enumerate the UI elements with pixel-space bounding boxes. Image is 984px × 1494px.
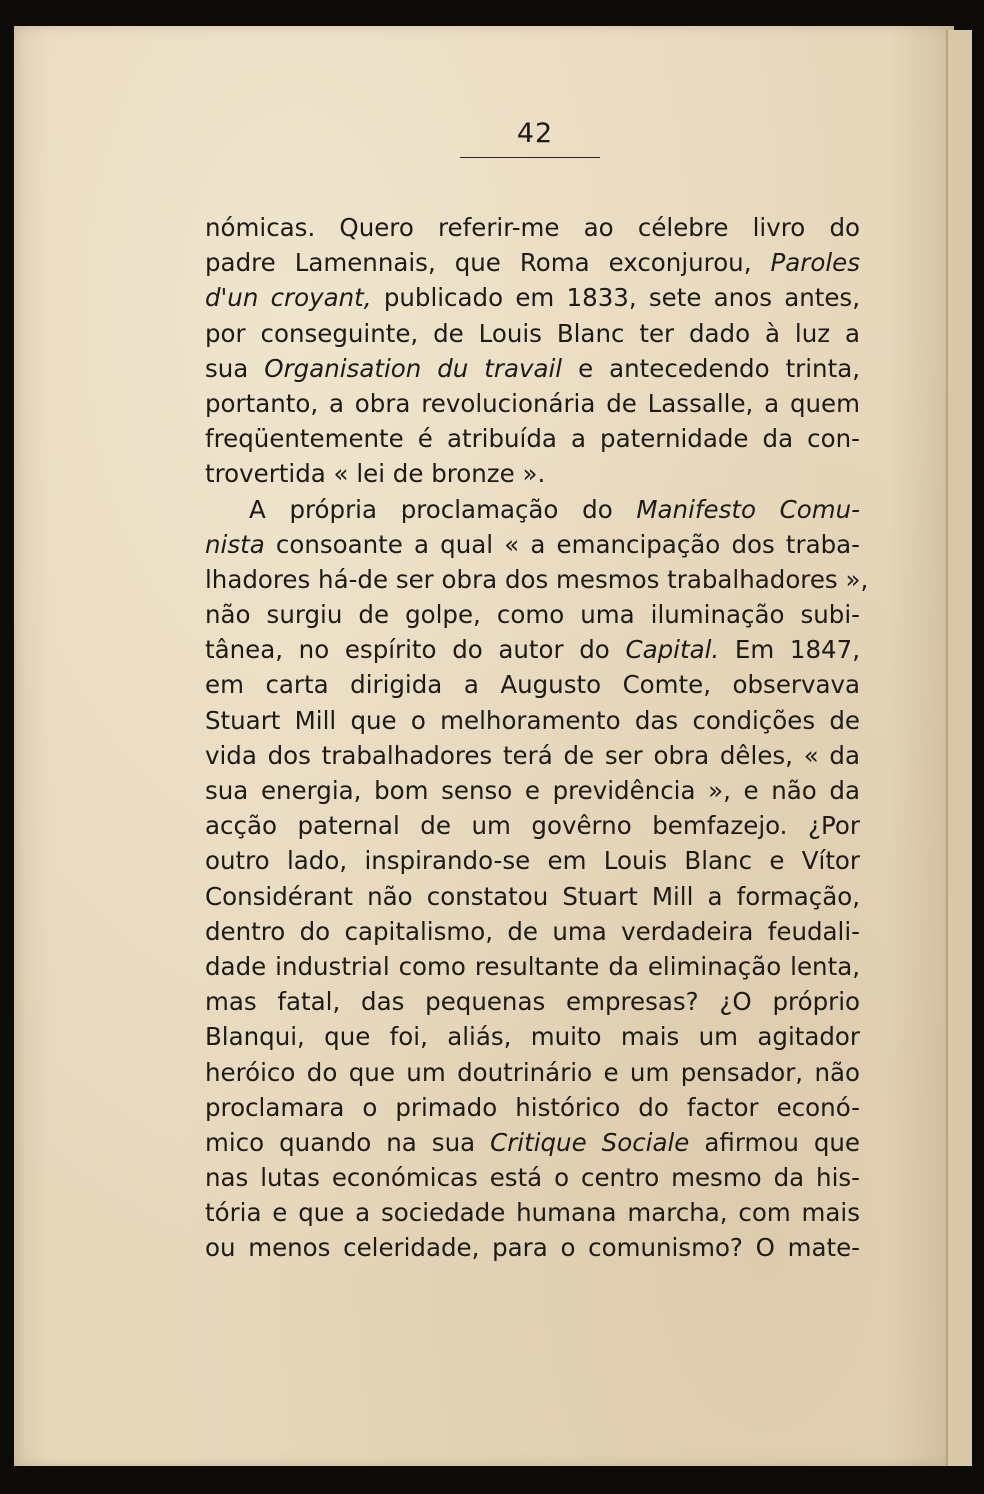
text-line: acção paternal de um govêrno bemfazejo. ¿Por (205, 811, 860, 841)
text-line: nas lutas económicas está o centro mesmo da his- (205, 1163, 860, 1193)
text-line: padre Lamennais, que Roma exconjurou, Paroles (205, 248, 860, 278)
text-line: outro lado, inspirando-se em Louis Blanc e Vítor (205, 846, 860, 876)
italic-title: nista (205, 529, 265, 559)
text-line: nista consoante a qual « a emancipação dos traba- (205, 529, 860, 559)
text-line: ou menos celeridade, para o comunismo? O mate- (205, 1233, 860, 1263)
text-line: heróico do que um doutrinário e um pensador, não (205, 1057, 860, 1087)
text-line: lhadores há-de ser obra dos mesmos trabalhadores », (205, 564, 869, 594)
text-line: sua energia, bom senso e previdência », e não da (205, 776, 860, 805)
italic-title: Critique Sociale (490, 1127, 690, 1157)
text-line: A própria proclamação do Manifesto Comu- (249, 494, 860, 524)
body-text (205, 210, 869, 1266)
text-line: portanto, a obra revolucionária de Lassalle, a quem (205, 388, 860, 418)
italic-title: Capital. (625, 635, 720, 665)
text-line: tória e que a sociedade humana marcha, com mais (205, 1198, 860, 1228)
italic-title: Organisation du travail (264, 353, 563, 383)
text-line: Considérant não constatou Stuart Mill a formação, (205, 881, 860, 911)
adjacent-page-edge (946, 30, 972, 1466)
header-rule (460, 157, 600, 158)
text-line: em carta dirigida a Augusto Comte, observava (205, 670, 860, 700)
text-line: nómicas. Quero referir-me ao célebre livro do (205, 213, 860, 242)
italic-title: Paroles (770, 248, 860, 278)
text-line: dentro do capitalismo, de uma verdadeira feudali- (205, 916, 860, 946)
text-line: vida dos trabalhadores terá de ser obra dêles, « da (205, 740, 860, 770)
text-line: proclamara o primado histórico do factor econó- (205, 1092, 860, 1122)
text-line: Stuart Mill que o melhoramento das condições de (205, 705, 860, 735)
page-number: 42 (516, 118, 554, 149)
text-line: mico quando na sua Critique Sociale afirmou que (205, 1127, 860, 1157)
italic-title: d'un croyant, (205, 283, 372, 313)
text-line: dade industrial como resultante da eliminação lenta, (205, 951, 860, 981)
text-line: freqüentemente é atribuída a paternidade da con- (205, 424, 860, 454)
text-line: tânea, no espírito do autor do Capital. Em 1847, (205, 635, 861, 665)
italic-title: Manifesto Comu- (636, 494, 860, 524)
text-line: sua Organisation du travail e antecedendo trinta, (205, 353, 860, 383)
text-line: por conseguinte, de Louis Blanc ter dado à luz a (205, 318, 860, 348)
text-line: Blanqui, que foi, aliás, muito mais um agitador (205, 1022, 860, 1052)
text-line: não surgiu de golpe, como uma iluminação subi- (205, 600, 860, 630)
text-line: mas fatal, das pequenas empresas? ¿O próprio (205, 987, 860, 1017)
text-line: trovertida « lei de bronze ». (205, 459, 546, 489)
text-line: d'un croyant, publicado em 1833, sete anos antes, (205, 283, 860, 313)
